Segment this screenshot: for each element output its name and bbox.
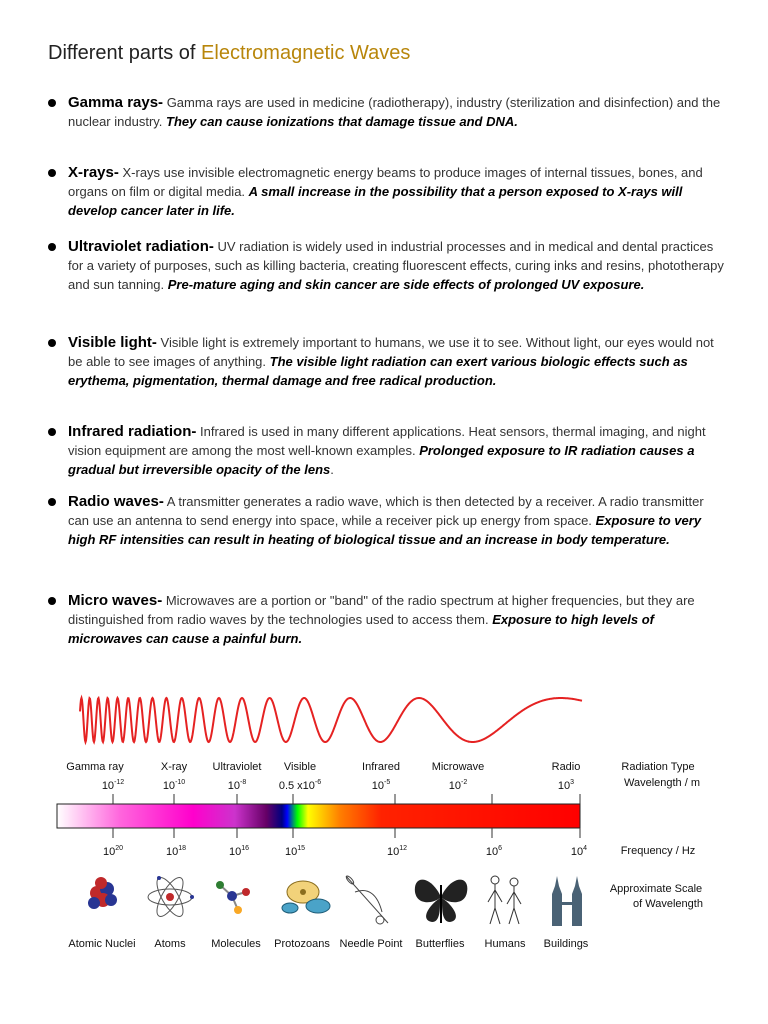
bullet-icon (48, 597, 56, 605)
section-name: Visible light- (68, 334, 157, 351)
scale-label: Molecules (211, 938, 261, 950)
frequency-caption: Frequency / Hz (620, 845, 696, 857)
bullet-icon (48, 243, 56, 251)
section-name: Micro waves- (68, 592, 163, 609)
frequency-label: $10^{15}$ (284, 845, 306, 858)
section-name: Radio waves- (68, 493, 164, 510)
wavelength-label: $10^{-5}$ (371, 779, 391, 792)
section-ultraviolet (68, 237, 728, 294)
scale-label: Humans (484, 938, 526, 950)
section-micro-waves (68, 591, 728, 648)
wavelength-label: $10^{-10}$ (162, 779, 186, 792)
wavelength-label: $10^{-12}$ (101, 779, 125, 792)
radiation-type-caption: Radiation Type (621, 761, 695, 773)
scale-labels (68, 938, 588, 950)
section-tail: . (330, 462, 334, 477)
section-name: Infrared radiation- (68, 423, 197, 440)
scale-label: Protozoans (274, 938, 330, 950)
section-effect: Pre-mature aging and skin cancer are side effects of prolonged UV exposure. (167, 277, 645, 292)
atom-icon (148, 874, 194, 920)
section-text: Infrared is used in many different applications. Heat sensors, thermal imaging, and night vision equipment are among the most well-known examples. (68, 424, 706, 458)
bullet-icon (48, 99, 56, 107)
wavelength-label: $10^3$ (557, 779, 575, 792)
frequency-label: $10^{12}$ (386, 845, 408, 858)
page-title: Different parts of Electromagnetic Waves (48, 42, 411, 64)
wavelength-labels (102, 779, 574, 792)
section-text: Visible light is extremely important to humans, we use it to see. Without light, our eyes would not be able to see images of anything. (68, 335, 714, 369)
page-title-accent: Electromagnetic Waves (201, 42, 411, 64)
scale-label: Atoms (154, 938, 186, 950)
frequency-label: $10^{20}$ (102, 845, 124, 858)
protozoan-icon (282, 881, 330, 913)
buildings-icon (552, 876, 582, 926)
type-label: Microwave (431, 761, 485, 773)
needle-icon (345, 875, 388, 924)
bullet-icon (48, 339, 56, 347)
type-labels (66, 761, 580, 773)
section-text: X-rays use invisible electromagnetic energy beams to produce images of internal tissues, bones, and organs on film or digital media. (68, 165, 703, 199)
frequency-labels (103, 845, 587, 858)
scale-label: Butterflies (415, 938, 465, 950)
scale-caption-line2: of Wavelength (633, 898, 703, 910)
type-label: Gamma ray (66, 761, 124, 773)
tick-marks-top (113, 794, 580, 804)
section-text: Gamma rays are used in medicine (radiotherapy), industry (sterilization and disinfection) and the nuclear industry. (68, 95, 721, 129)
section-effect: They can cause ionizations that damage tissue and DNA. (166, 114, 518, 129)
em-spectrum-diagram (0, 680, 768, 980)
type-label: Infrared (362, 761, 400, 773)
section-effect: Exposure to very high RF intensities can result in heating of biological tissue and an increase in body temperature. (68, 513, 702, 547)
type-label: Ultraviolet (212, 761, 262, 773)
frequency-label: $10^4$ (570, 845, 588, 858)
section-text: Microwaves are a portion or "band" of the radio spectrum at higher frequencies, but they are distinguished from radio waves by the technologies used to access them. (68, 593, 695, 627)
section-text: UV radiation is widely used in industrial processes and in medical and dental practices for a variety of purposes, such as killing bacteria, creating fluorescent effects, curing inks and resins, phototherapy and sun tanning. (68, 239, 724, 292)
type-label: X-ray (160, 761, 188, 773)
section-radio-waves (68, 492, 728, 549)
frequency-label: $10^6$ (485, 845, 503, 858)
scale-label: Buildings (543, 938, 589, 950)
scale-label: Needle Point (339, 938, 403, 950)
bullet-icon (48, 498, 56, 506)
scale-label: Atomic Nuclei (68, 938, 136, 950)
humans-icon (488, 876, 521, 924)
scale-caption-line1: Approximate Scale (609, 883, 703, 895)
section-effect: Exposure to high levels of microwaves can cause a painful burn. (68, 612, 655, 646)
section-effect: Prolonged exposure to IR radiation causes a gradual but irreversible opacity of the lens (68, 443, 695, 477)
section-gamma-rays (68, 93, 728, 131)
section-effect: A small increase in the possibility that a person exposed to X-rays will develop cancer later in life. (68, 184, 683, 218)
wave-line (80, 698, 582, 742)
bullet-icon (48, 169, 56, 177)
section-name: X-rays- (68, 164, 119, 181)
wavelength-label: 0.5 $x10^{-6}$ (278, 779, 322, 792)
molecule-icon (216, 881, 250, 914)
tick-marks-bottom (113, 828, 580, 838)
frequency-label: $10^{16}$ (228, 845, 250, 858)
atomic-nucleus-icon (88, 877, 117, 909)
wavelength-label: $10^{-8}$ (227, 779, 247, 792)
section-name: Gamma rays- (68, 94, 164, 111)
bullet-icon (48, 428, 56, 436)
wavelength-caption: Wavelength / m (623, 777, 701, 789)
section-infrared (68, 422, 728, 479)
type-label: Radio (551, 761, 581, 773)
axis-captions (610, 761, 703, 910)
butterfly-icon (415, 880, 467, 923)
frequency-label: $10^{18}$ (165, 845, 187, 858)
section-visible-light (68, 333, 728, 390)
section-text: A transmitter generates a radio wave, which is then detected by a receiver. A radio transmitter can use an antenna to send energy into space, while a receiver pick up energy from space. (68, 494, 704, 528)
section-effect: The visible light radiation can exert various biologic effects such as erythema, pigmentation, thermal damage and free radical production. (68, 354, 688, 388)
section-name: Ultraviolet radiation- (68, 238, 214, 255)
wavelength-label: $10^{-2}$ (448, 779, 468, 792)
spectrum-bar (57, 804, 580, 828)
type-label: Visible (283, 761, 317, 773)
section-x-rays (68, 163, 728, 220)
